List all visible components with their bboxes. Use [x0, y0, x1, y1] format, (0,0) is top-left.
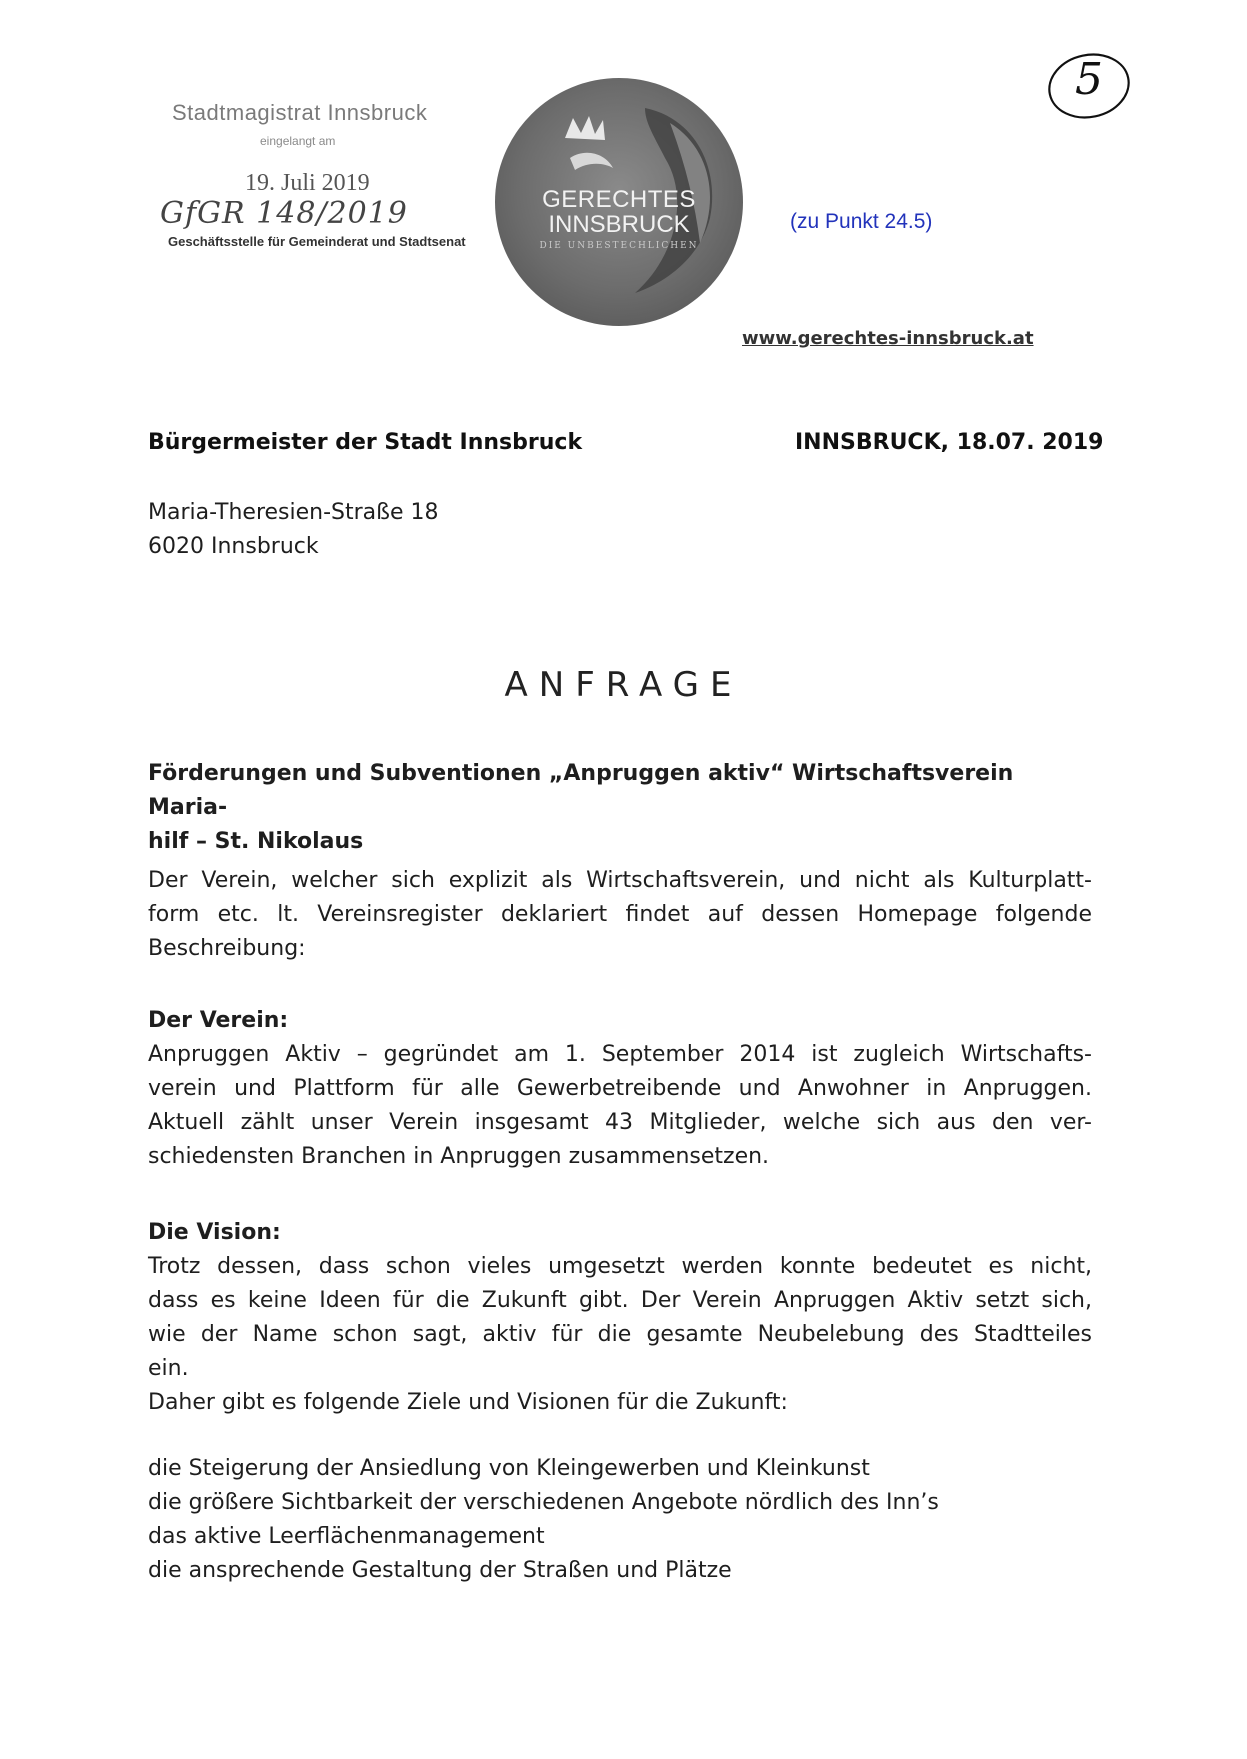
paragraph-line: Beschreibung: — [148, 936, 306, 961]
stamp-received-date: 19. Juli 2019 — [245, 170, 370, 196]
paragraph-line: Der Verein, welcher sich explizit als Wirtschaftsverein, und nicht als Kulturplatt- — [148, 868, 1092, 893]
website-link[interactable]: www.gerechtes-innsbruck.at — [742, 328, 1034, 349]
subject — [148, 757, 1092, 859]
subject-line: hilf – St. Nikolaus — [148, 829, 364, 854]
intro-paragraph — [148, 864, 1092, 966]
recipient-street: Maria-Theresien-Straße 18 — [148, 500, 439, 525]
list-item: die Steigerung der Ansiedlung von Kleingewerben und Kleinkunst — [148, 1456, 870, 1481]
list-item: die größere Sichtbarkeit der verschiedenen Angebote nördlich des Inn’s — [148, 1490, 939, 1515]
subject-line: Förderungen und Subventionen „Anpruggen aktiv“ Wirtschaftsverein Maria- — [148, 761, 1014, 820]
logo-tagline: DIE UNBESTECHLICHEN — [539, 241, 699, 251]
list-item: das aktive Leerflächenmanagement — [148, 1524, 545, 1549]
place-date: INNSBRUCK, 18.07. 2019 — [795, 430, 1104, 455]
paragraph-line: verein und Plattform für alle Gewerbetreibende und Anwohner in Anpruggen. — [148, 1076, 1092, 1101]
crown-icon — [565, 116, 605, 140]
paragraph-line: dass es keine Ideen für die Zukunft gibt. Der Verein Anpruggen Aktiv setzt sich, — [148, 1288, 1092, 1313]
paragraph-line: Aktuell zählt unser Verein insgesamt 43 Mitglieder, welche sich aus den ver- — [148, 1110, 1092, 1135]
document-title: ANFRAGE — [504, 665, 743, 705]
paragraph-line: ein. — [148, 1356, 189, 1381]
section-vision — [148, 1216, 1092, 1420]
list-item: die ansprechende Gestaltung der Straßen und Plätze — [148, 1558, 732, 1583]
logo-name-line1: GERECHTES — [542, 186, 696, 213]
section-heading: Der Verein: — [148, 1008, 289, 1033]
goals-list — [148, 1452, 1092, 1588]
recipient-city: 6020 Innsbruck — [148, 534, 319, 559]
paragraph-line: schiedensten Branchen in Anpruggen zusammensetzen. — [148, 1144, 770, 1169]
paragraph-line: Trotz dessen, dass schon vieles umgesetzt werden konnte bedeutet es nicht, — [148, 1254, 1092, 1279]
received-stamp — [150, 100, 480, 260]
logo-name-line2: INNSBRUCK — [548, 211, 690, 238]
circled-number-text: 5 — [1075, 54, 1103, 105]
stamp-received-label: eingelangt am — [260, 134, 336, 148]
circled-page-number — [1045, 48, 1133, 120]
paragraph-line: wie der Name schon sagt, aktiv für die gesamte Neubelebung des Stadtteiles — [148, 1322, 1092, 1347]
paragraph-line: Anpruggen Aktiv – gegründet am 1. September 2014 ist zugleich Wirtschafts- — [148, 1042, 1092, 1067]
paragraph-line: form etc. lt. Vereinsregister deklariert findet auf dessen Homepage folgende — [148, 902, 1092, 927]
paragraph-line: Daher gibt es folgende Ziele und Visionen für die Zukunft: — [148, 1390, 788, 1415]
agenda-reference: (zu Punkt 24.5) — [790, 210, 933, 233]
stamp-file-number: GfGR 148/2019 — [160, 196, 408, 231]
recipient-name: Bürgermeister der Stadt Innsbruck — [148, 430, 583, 455]
stamp-office: Stadtmagistrat Innsbruck — [172, 100, 428, 125]
gerechtes-innsbruck-logo — [495, 78, 743, 326]
section-verein — [148, 1004, 1092, 1174]
section-heading: Die Vision: — [148, 1220, 281, 1245]
stamp-department: Geschäftsstelle für Gemeinderat und Stadtsenat — [168, 234, 466, 249]
